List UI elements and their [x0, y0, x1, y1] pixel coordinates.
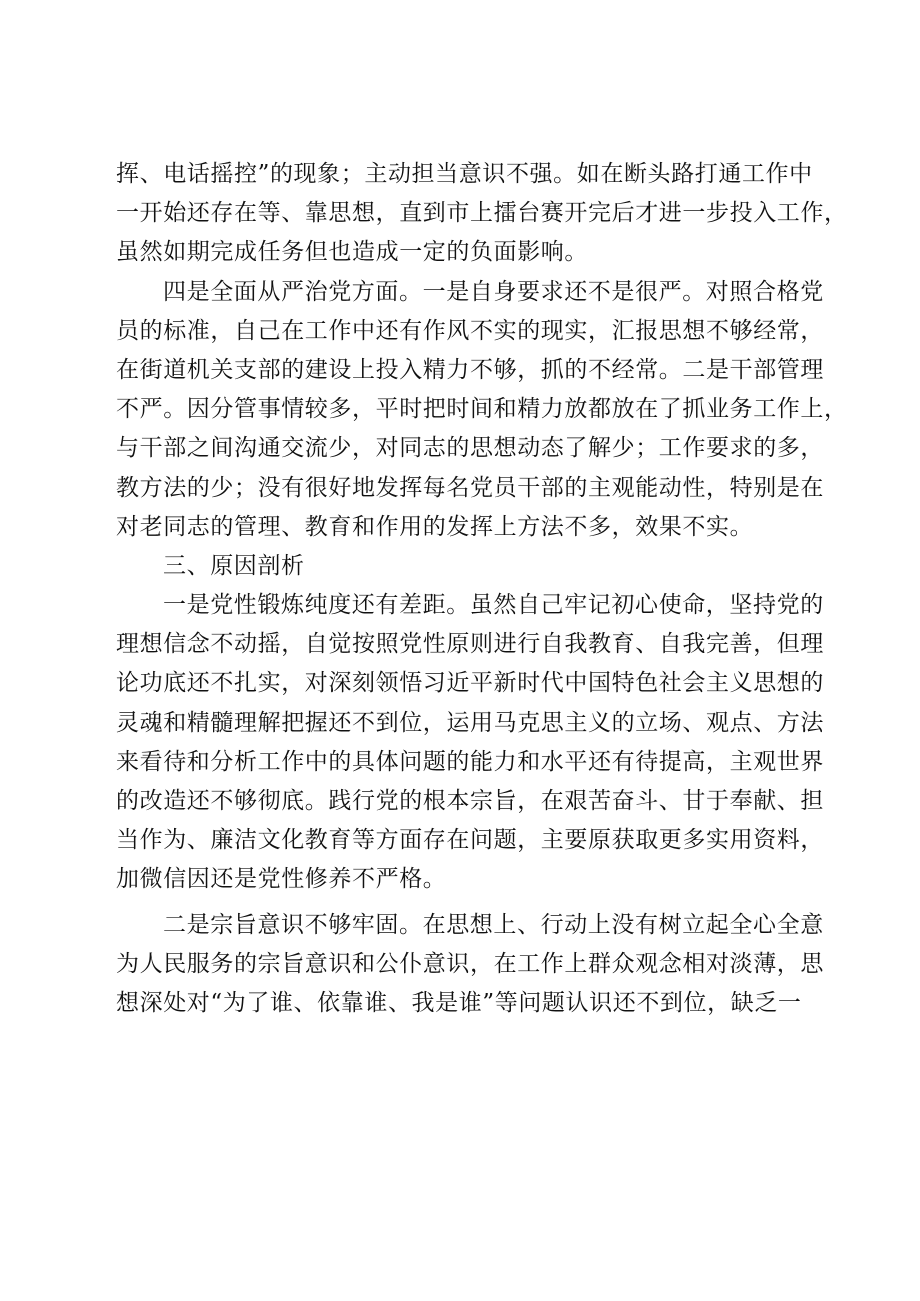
text-line: 灵魂和精髓理解把握还不到位，运用马克思主义的立场、观点、方法	[116, 709, 824, 736]
text-line: 的改造还不够彻底。践行党的根本宗旨，在艰苦奋斗、甘于奉献、担	[116, 788, 824, 814]
text-line: 与干部之间沟通交流少，对同志的思想动态了解少；工作要求的多，	[116, 435, 824, 462]
text-line: 对老同志的管理、教育和作用的发挥上方法不多，效果不实。	[116, 513, 754, 540]
text-line: 员的标准，自己在工作中还有作风不实的现实，汇报思想不够经常，	[116, 317, 824, 344]
text-line: 论功底还不扎实，对深刻领悟习近平新时代中国特色社会主义思想的	[116, 670, 824, 697]
paragraph-reason-two	[116, 906, 836, 1024]
text-line: 教方法的少；没有很好地发挥每名党员干部的主观能动性，特别是在	[116, 474, 824, 501]
text-line: 虽然如期完成任务但也造成一定的负面影响。	[116, 239, 588, 266]
text-line: 一是党性锻炼纯度还有差距。虽然自己牢记初心使命，坚持党的	[163, 592, 824, 619]
text-line: 不严。因分管事情较多，平时把时间和精力放都放在了抓业务工作上，	[116, 396, 848, 423]
text-line: 一开始还存在等、靠思想，直到市上擂台赛开完后才进一步投入工作，	[116, 200, 848, 227]
section-heading-text: 三、原因剖析	[163, 552, 305, 579]
text-line: 加微信因还是党性修养不严格。	[116, 866, 447, 893]
document-body	[116, 155, 848, 1023]
paragraph-continued	[116, 155, 848, 273]
text-line: 想深处对“为了谁、依靠谁、我是谁”等问题认识还不到位，缺乏一	[116, 989, 802, 1016]
text-line: 在街道机关支部的建设上投入精力不够，抓的不经常。二是干部管理	[116, 356, 824, 383]
text-line: 挥、电话摇控”的现象；主动担当意识不强。如在断头路打通工作中	[116, 161, 813, 187]
text-line: 为人民服务的宗旨意识和公仆意识，在工作上群众观念相对淡薄，思	[116, 950, 824, 977]
text-line: 四是全面从严治党方面。一是自身要求还不是很严。对照合格党	[163, 278, 824, 305]
paragraph-reason-one	[116, 586, 836, 900]
text-line: 二是宗旨意识不够牢固。在思想上、行动上没有树立起全心全意	[163, 911, 824, 938]
text-line: 理想信念不动摇，自觉按照党性原则进行自我教育、自我完善，但理	[116, 631, 824, 658]
paragraph-four	[116, 273, 848, 547]
section-heading	[116, 547, 836, 586]
text-line: 当作为、廉洁文化教育等方面存在问题，主要原获取更多实用资料，	[116, 827, 824, 854]
text-line: 来看待和分析工作中的具体问题的能力和水平还有待提高，主观世界	[116, 748, 824, 775]
